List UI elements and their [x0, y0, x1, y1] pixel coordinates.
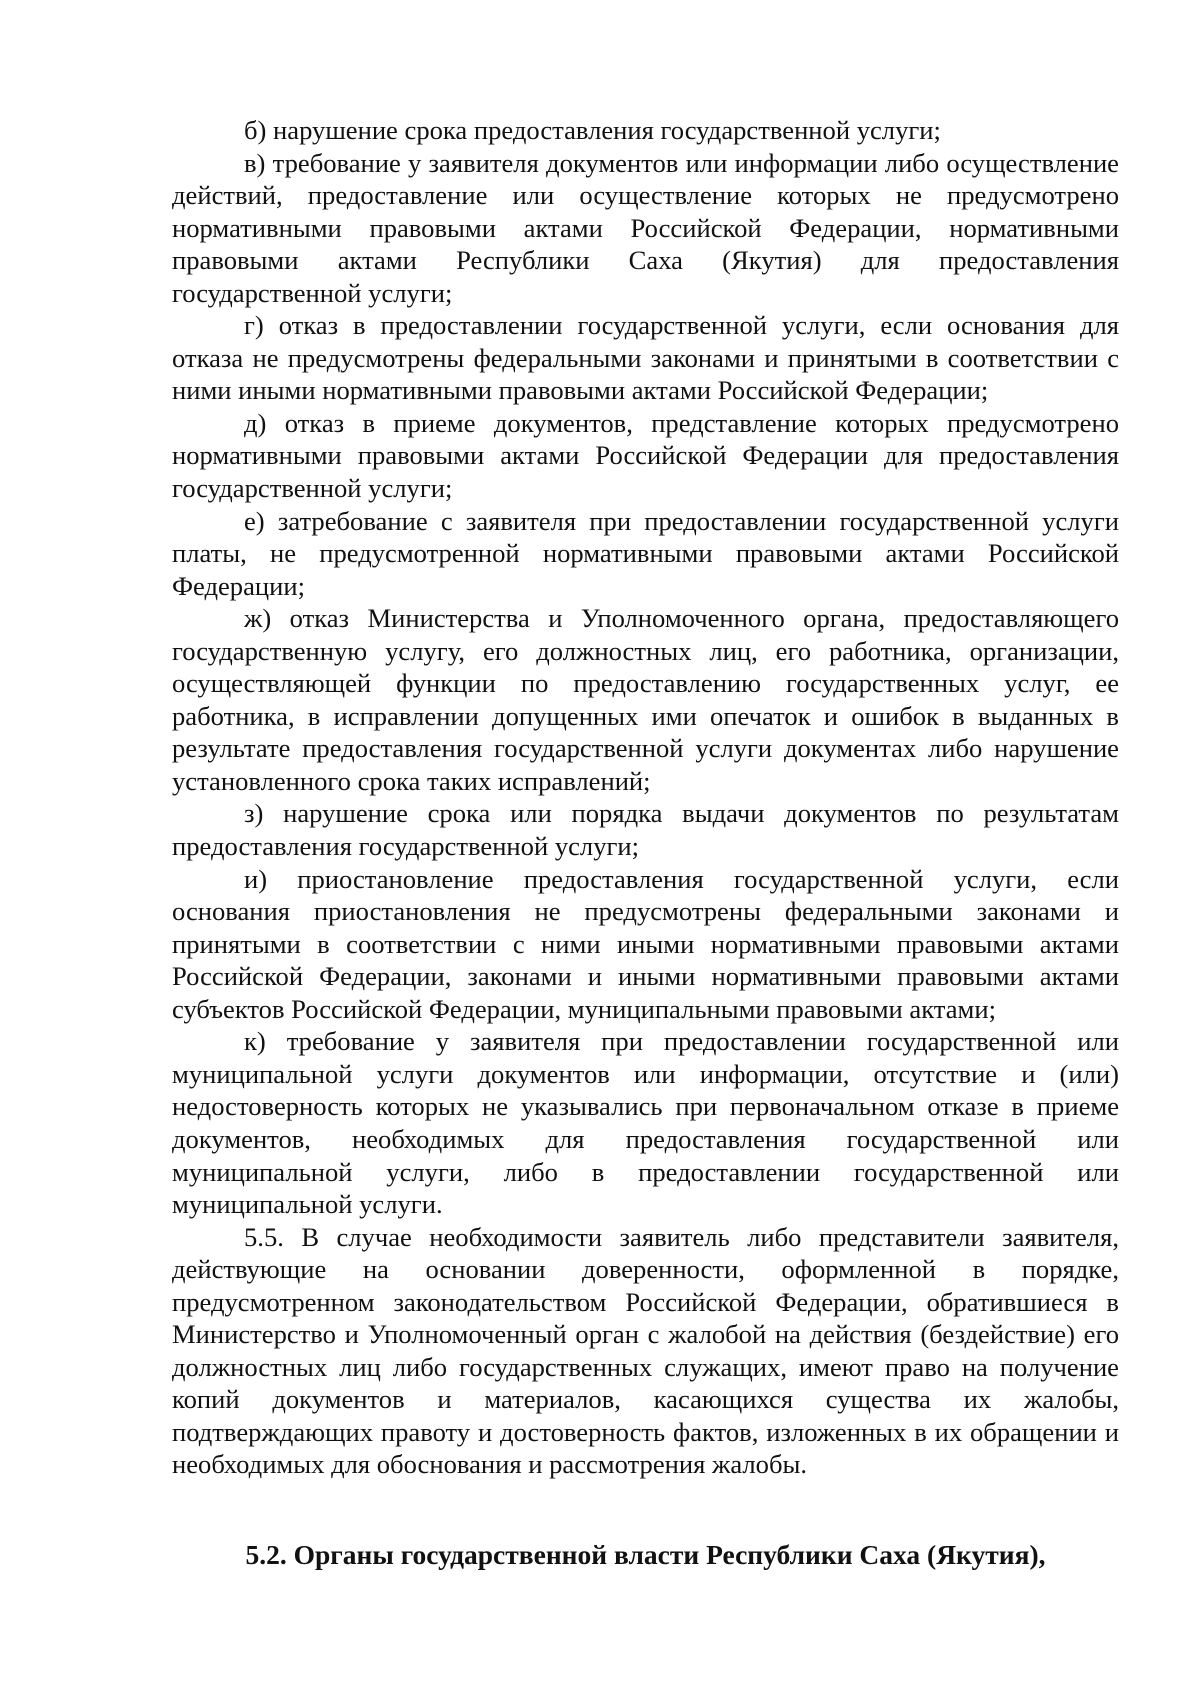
paragraph-clause-5-5: 5.5. В случае необходимости заявитель либо представители заявителя, действующие на основании доверенности, оформленной в порядке, предусмотренном законодательством Российской Федерации, обратившиеся в Министерство и Уполномоченный орган с жалобой на действия (бездействие) его должностных лиц либо государственных служащих, имеют право на получение копий документов и материалов, касающихся существа их жалобы, подтверждающих правоту и достоверность фактов, изложенных в их обращении и необходимых для обоснования и рассмотрения жалобы.	[172, 1221, 1119, 1480]
document-body	[172, 114, 1119, 1481]
paragraph-item-e: е) затребование с заявителя при предоставлении государственной услуги платы, не предусмотренной нормативными правовыми актами Российской Федерации;	[172, 505, 1119, 601]
section-heading: 5.2. Органы государственной власти Республики Саха (Якутия),	[245, 1539, 1046, 1570]
paragraph-item-g: г) отказ в предоставлении государственной услуги, если основания для отказа не предусмотрены федеральными законами и принятыми в соответствии с ними иными нормативными правовыми актами Российской Федерации;	[172, 310, 1119, 406]
paragraph-item-d: д) отказ в приеме документов, представление которых предусмотрено нормативными правовыми актами Российской Федерации для предоставления государственной услуги;	[172, 407, 1119, 504]
paragraph-item-zh: ж) отказ Министерства и Уполномоченного органа, предоставляющего государственную услугу, его должностных лиц, его работника, организации, осуществляющей функции по предоставлению государственных услуг, ее работника, в исправлении допущенных ими опечаток и ошибок в выданных в результате предоставления государственной услуги документах либо нарушение установленного срока таких исправлений;	[172, 603, 1119, 796]
paragraph-item-b: б) нарушение срока предоставления государственной услуги;	[244, 115, 941, 145]
paragraph-item-v: в) требование у заявителя документов или информации либо осуществление действий, предоставление или осуществление которых не предусмотрено нормативными правовыми актами Российской Федерации, нормативными правовыми актами Республики Саха (Якутия) для предоставления государственной услуги;	[172, 147, 1119, 308]
paragraph-item-i: и) приостановление предоставления государственной услуги, если основания приостановления не предусмотрены федеральными законами и принятыми в соответствии с ними иными нормативными правовыми актами Российской Федерации, законами и иными нормативными правовыми актами субъектов Российской Федерации, муниципальными правовыми актами;	[172, 863, 1119, 1024]
paragraph-item-z: з) нарушение срока или порядка выдачи документов по результатам предоставления государственной услуги;	[172, 798, 1119, 862]
paragraph-item-k: к) требование у заявителя при предоставлении государственной или муниципальной услуги документов или информации, отсутствие и (или) недостоверность которых не указывались при первоначальном отказе в приеме документов, необходимых для предоставления государственной или муниципальной услуги, либо в предоставлении государственной или муниципальной услуги.	[172, 1026, 1119, 1220]
